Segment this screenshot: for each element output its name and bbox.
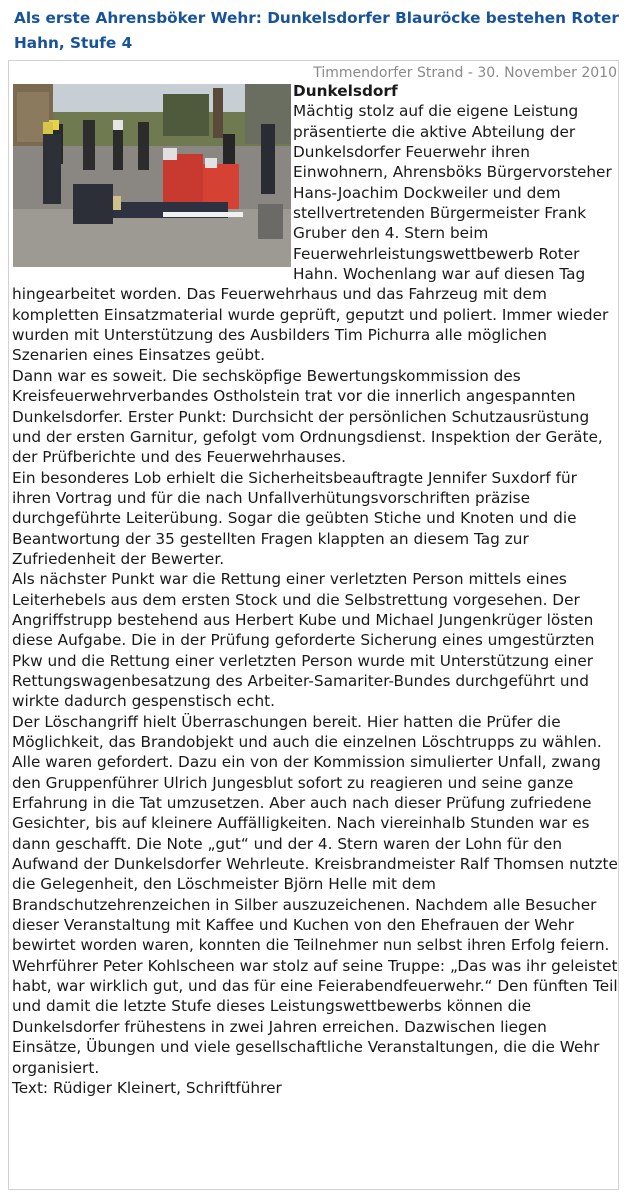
article-body <box>12 81 618 1098</box>
paragraph-5: Der Löschangriff hielt Überraschungen bereit. Hier hatten die Prüfer die Möglichkeit, das Brandobjekt und auch die einzelnen Löschtrupps zu wählen. Alle waren gefordert. Dazu ein von der Kommission simulierter Unfall, zwang den Gruppenführer Ulrich Jungesblut sofort zu reagieren und seine ganze Erfahrung in die Tat umzusetzen. Aber auch nach dieser Prüfung zufriedene Gesichter, bis auf kleinere Auffälligkeiten. Nach viereinhalb Stunden war es dann geschafft. Die Note „gut“ und der 4. Stern waren der Lohn für den Aufwand der Dunkelsdorfer Wehrleute. Kreisbrandmeister Ralf Thomsen nutzte die Gelegenheit, den Löschmeister Björn Helle mit dem Brandschutzehrenzeichen in Silber auszuzeichenen. Nachdem alle Besucher dieser Veranstaltung mit Kaffee und Kuchen von den Ehefrauen der Wehr bewirtet worden waren, konnten die Teilnehmer nun selbst ihren Erfolg feiern. <box>12 712 618 955</box>
paragraph-1: Mächtig stolz auf die eigene Leistung präsentierte die aktive Abteilung der Dunkelsdorfer Feuerwehr ihren Einwohnern, Ahrensböks Bürgervorsteher Hans-Joachim Dockweiler und dem stellvertretenden Bürgermeister Frank Gruber den 4. Stern beim Feuerwehrleistungswettbewerb Roter Hahn. Wochenlang war auf diesen Tag hingearbeitet worden. Das Feuerwehrhaus und das Fahrzeug mit dem kompletten Einsatzmaterial wurde geprüft, geputzt und poliert. Immer wieder wurden mit Unterstützung des Ausbilders Tim Pichurra alle möglichen Szenarien eines Einsatzes geübt. <box>12 102 612 365</box>
paragraph-6: Wehrführer Peter Kohlscheen war stolz auf seine Truppe: „Das was ihr geleistet habt, war wirklich gut, und das für eine Feierabendfeuerwehr.“ Den fünften Teil und damit die letzte Stufe dieses Leistungswettbewerbs können die Dunkelsdorfer frühestens in zwei Jahren erreichen. Dazwischen liegen Einsätze, Übungen und viele gesellschaftliche Veranstaltungen, die die Wehr organisiert. <box>12 956 618 1077</box>
article-headline: Als erste Ahrensböker Wehr: Dunkelsdorfer Blauröcke bestehen Roter Hahn, Stufe 4 <box>14 9 619 52</box>
paragraph-4: Als nächster Punkt war die Rettung einer verletzten Person mittels eines Leiterhebels aus dem ersten Stock und die Selbstrettung vorgesehen. Der Angriffstrupp bestehend aus Herbert Kube und Michael Jungenkrüger lösten diese Aufgabe. Die in der Prüfung geforderte Sicherung eines umgestürzten Pkw und die Rettung einer verletzten Person wurde mit Unterstützung einer Rettungswagenbesatzung des Arbeiter-Samariter-Bundes durchgeführt und wirkte dadurch gespenstisch echt. <box>12 570 595 711</box>
author-credit: Text: Rüdiger Kleinert, Schriftführer <box>12 1078 282 1097</box>
location-label: Dunkelsdorf <box>293 82 398 100</box>
photo-spacer <box>12 84 293 267</box>
dateline: Timmendorfer Strand - 30. November 2010 <box>313 65 617 81</box>
paragraph-3: Ein besonderes Lob erhielt die Sicherheitsbeauftragte Jennifer Suxdorf für ihren Vortrag und für die nach Unfallverhütungsvorschriften präzise durchgeführte Leiterübung. Sogar die geübten Stiche und Knoten und die Beantwortung der 35 gestellten Fragen klappten an diesem Tag zur Zufriedenheit der Bewerter. <box>12 468 577 568</box>
paragraph-2: Dann war es soweit. Die sechsköpfige Bewertungskommission des Kreisfeuerwehrverbandes Ostholstein trat vor die innerlich angespannten Dunkelsdorfer. Erster Punkt: Durchsicht der persönlichen Schutzausrüstung und der ersten Garnitur, gefolgt vom Ordnungsdienst. Inspektion der Geräte, der Prüfberichte und des Feuerwehrhauses. <box>12 366 603 467</box>
